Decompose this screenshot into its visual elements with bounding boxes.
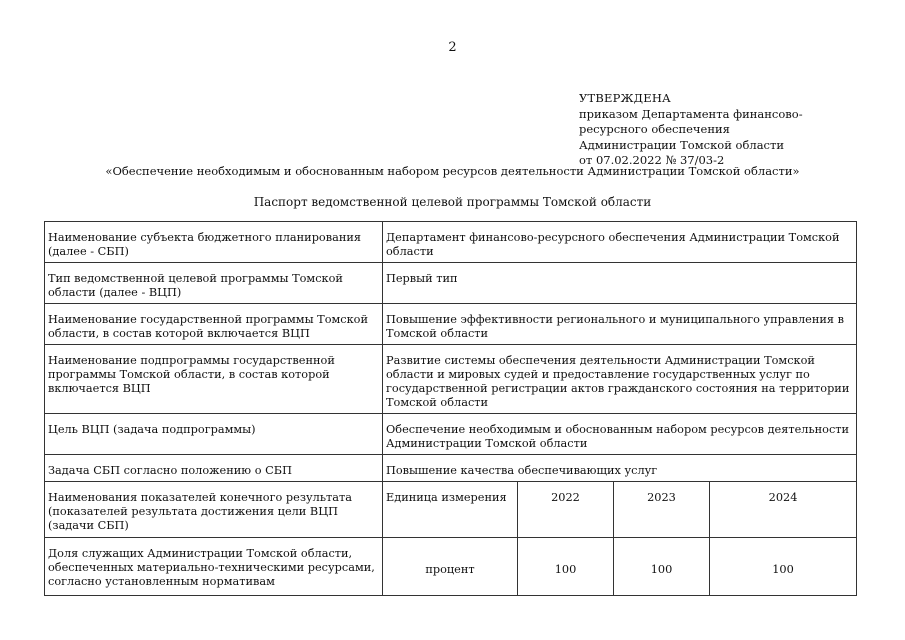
- table-row: [45, 263, 857, 304]
- table-row: [45, 304, 857, 345]
- table-row: [45, 414, 857, 455]
- indicator-unit: процент: [383, 538, 518, 596]
- unit-header: Единица измерения: [383, 482, 518, 538]
- row-value: Повышение эффективности регионального и муниципального управления в Томской области: [383, 304, 857, 345]
- approval-date-number: от 07.02.2022 № 37/03-2: [579, 153, 725, 167]
- row-label: Наименование подпрограммы государственной программы Томской области, в состав которой включается ВЦП: [45, 345, 383, 414]
- indicator-row: [45, 538, 857, 596]
- row-value: Развитие системы обеспечения деятельности Администрации Томской области и мировых судей и предоставление государственных услуг по государственной регистрации актов гражданского состояния на территории Томской области: [383, 345, 857, 414]
- approval-heading: УТВЕРЖДЕНА: [579, 91, 671, 105]
- row-label: Наименование государственной программы Томской области, в состав которой включается ВЦП: [45, 304, 383, 345]
- table-row: [45, 455, 857, 482]
- indicator-value: 100: [710, 538, 857, 596]
- row-value: Департамент финансово-ресурсного обеспечения Администрации Томской области: [383, 222, 857, 263]
- row-label: Наименование субъекта бюджетного планирования (далее - СБП): [45, 222, 383, 263]
- row-label: Тип ведомственной целевой программы Томской области (далее - ВЦП): [45, 263, 383, 304]
- indicator-value: 100: [614, 538, 710, 596]
- row-value: Обеспечение необходимым и обоснованным набором ресурсов деятельности Администрации Томской области: [383, 414, 857, 455]
- year-header: 2023: [614, 482, 710, 538]
- row-label: Цель ВЦП (задача подпрограммы): [45, 414, 383, 455]
- approval-line: ресурсного обеспечения: [579, 122, 730, 136]
- row-value: Повышение качества обеспечивающих услуг: [383, 455, 857, 482]
- passport-title: Паспорт ведомственной целевой программы Томской области: [253, 195, 652, 209]
- approval-line: Администрации Томской области: [579, 137, 785, 152]
- approval-stamp: [579, 91, 803, 169]
- approval-line: приказом Департамента финансово-: [579, 106, 803, 121]
- passport-table: [44, 221, 857, 596]
- row-value: Первый тип: [383, 263, 857, 304]
- indicators-label: Наименования показателей конечного результата (показателей результата достижения цели ВЦП (задачи СБП): [45, 482, 383, 538]
- year-header: 2024: [710, 482, 857, 538]
- table-row: [45, 222, 857, 263]
- table-row: [45, 345, 857, 414]
- indicator-name: Доля служащих Администрации Томской области, обеспеченных материально-техническими ресурсами, согласно установленным нормативам: [45, 538, 383, 596]
- indicator-value: 100: [518, 538, 614, 596]
- row-label: Задача СБП согласно положению о СБП: [45, 455, 383, 482]
- program-name: «Обеспечение необходимым и обоснованным набором ресурсов деятельности Администрации Томской области»: [105, 164, 800, 178]
- indicators-header-row: [45, 482, 857, 538]
- year-header: 2022: [518, 482, 614, 538]
- page-number: 2: [448, 40, 457, 55]
